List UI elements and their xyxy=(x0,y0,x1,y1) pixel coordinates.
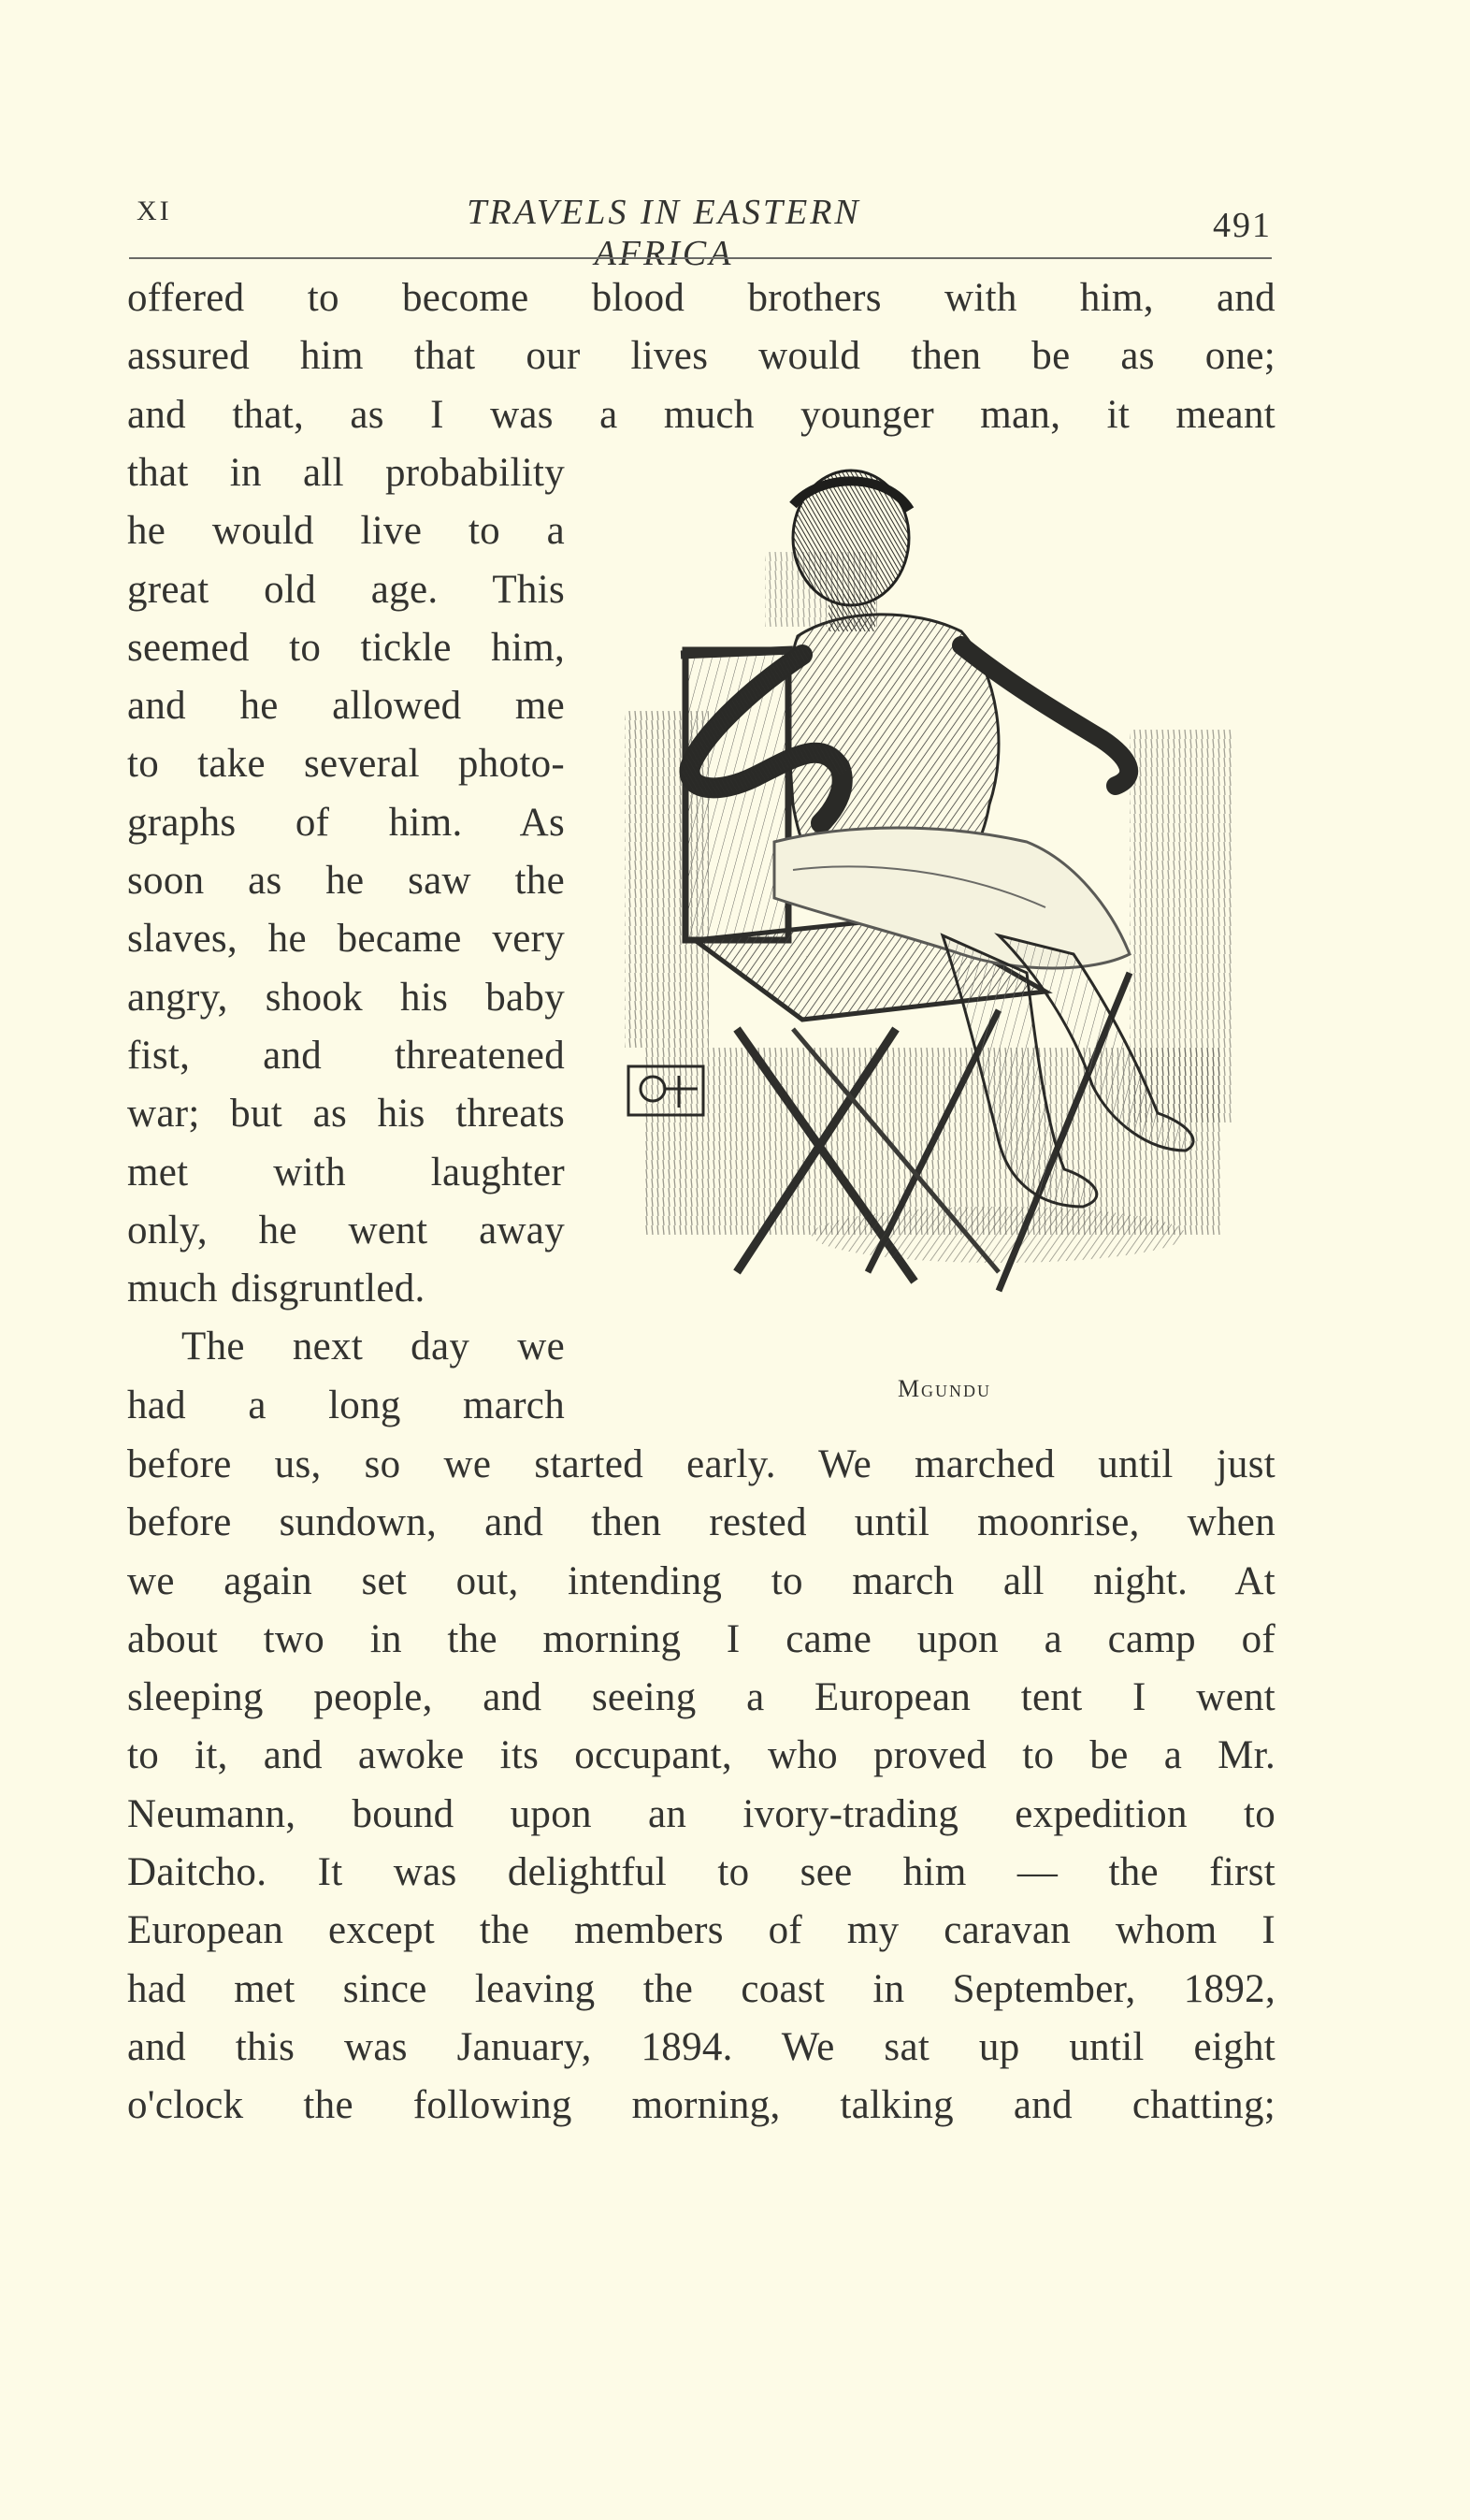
paragraph-top xyxy=(127,269,1275,444)
paragraph-bottom xyxy=(127,1436,1275,2136)
running-title: TRAVELS IN EASTERN AFRICA xyxy=(467,193,861,273)
running-head xyxy=(131,192,1272,273)
text-line: fist, and threatened xyxy=(127,1033,565,1078)
text-line: seemed to tickle him, xyxy=(127,625,565,670)
text-line: he would live to a xyxy=(127,509,565,554)
text-line: o'clock the following morning, talking and chatting; xyxy=(127,2083,1275,2128)
text-line: and this was January, 1894. We sat up until eight xyxy=(127,2024,1275,2069)
text-line: European except the members of my caravan whom I xyxy=(127,1908,1275,1953)
text-line: about two in the morning I came upon a camp of xyxy=(127,1616,1275,1661)
illustration-engraving xyxy=(606,468,1279,1366)
text-line: before us, so we started early. We marched until just xyxy=(127,1442,1275,1486)
text-line: before sundown, and then rested until moonrise, when xyxy=(127,1500,1275,1545)
text-line: to it, and awoke its occupant, who proved to be a Mr. xyxy=(127,1733,1275,1778)
illustration-figure xyxy=(606,468,1279,1366)
text-line: soon as he saw the xyxy=(127,859,565,904)
page-number: 491 xyxy=(1213,206,1272,245)
text-line: war; but as his threats xyxy=(127,1092,565,1137)
text-line: had a long march xyxy=(127,1383,565,1427)
chapter-number: XI xyxy=(137,196,172,226)
text-line: The next day we xyxy=(181,1325,565,1369)
text-line: Daitcho. It was delightful to see him — the first xyxy=(127,1850,1275,1895)
text-line: slaves, he became very xyxy=(127,917,565,962)
paragraph-side xyxy=(127,444,565,1435)
text-line: assured him that our lives would then be as one; xyxy=(127,334,1275,379)
text-line: great old age. This xyxy=(127,567,565,612)
text-line: and that, as I was a much younger man, it meant xyxy=(127,392,1275,437)
text-line: sleeping people, and seeing a European tent I went xyxy=(127,1675,1275,1720)
figure-caption: Mgundu xyxy=(897,1375,992,1402)
text-line: Neumann, bound upon an ivory-trading expedition to xyxy=(127,1791,1275,1836)
text-line: angry, shook his baby xyxy=(127,975,565,1020)
text-line: much disgruntled. xyxy=(127,1267,425,1311)
text-line: and he allowed me xyxy=(127,684,565,729)
text-line: to take several photo- xyxy=(127,742,565,787)
text-line: only, he went away xyxy=(127,1208,565,1253)
text-line: that in all probability xyxy=(127,451,565,495)
text-line: had met since leaving the coast in September, 1892, xyxy=(127,1966,1275,2011)
text-line: graphs of him. As xyxy=(127,800,565,845)
header-rule xyxy=(129,257,1272,259)
text-line: met with laughter xyxy=(127,1150,565,1195)
text-line: offered to become blood brothers with him, and xyxy=(127,276,1275,320)
text-line: we again set out, intending to march all night. At xyxy=(127,1558,1275,1603)
